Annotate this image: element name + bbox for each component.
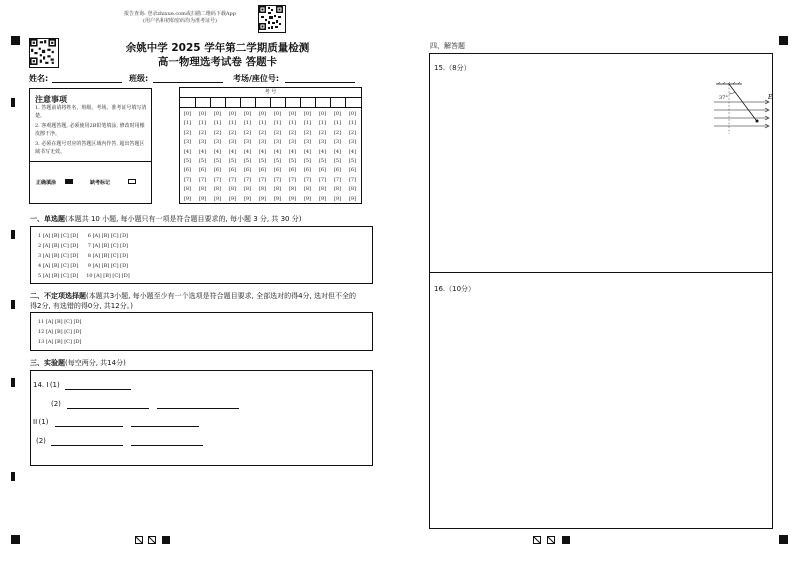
q15-diagram [708,82,774,138]
exam-number-bubble[interactable]: [7] [243,176,252,183]
exam-number-bubble[interactable]: [5] [183,158,192,165]
section2-title-rest: (本题共3小题, 每小题至少有一个选项是符合题目要求, 全部选对的得4分, 选对但不全的 [86,292,356,300]
report-notice-line1: 报告查询: 登录zhixue.com或扫描二维码下载App [124,11,236,17]
exam-number-bubble[interactable]: [0] [318,111,327,117]
multi-choice-row-13[interactable]: 13 [A] [B] [C] [D] [38,339,82,345]
exam-number-bubble[interactable]: [5] [288,158,297,165]
exam-number-bubble[interactable]: [6] [333,167,342,174]
exam-number-column [270,110,285,204]
q15-label: 15.（8分） [434,64,471,72]
exam-number-bubble[interactable]: [9] [288,195,297,202]
exam-number-column [240,110,255,204]
notes-box [29,88,152,204]
exam-number-bubble[interactable]: [4] [318,148,327,155]
section1-title-bold: 一、单选题 [30,215,65,223]
timing-mark [11,472,15,481]
exam-number-column [210,110,225,204]
exam-number-bubble[interactable]: [2] [213,129,222,136]
exam-number-bubble[interactable]: [5] [318,158,327,165]
exam-number-bubble[interactable]: [5] [273,158,282,165]
exam-number-bubble[interactable]: [4] [213,148,222,155]
exam-number-bubble[interactable]: [9] [333,195,342,202]
q14-ii-2-blank-a[interactable] [51,445,123,446]
exam-number-bubble[interactable]: [2] [333,129,342,136]
exam-number-bubble[interactable]: [2] [303,129,312,136]
q14-ii-2-label: (2) [36,437,46,445]
corner-mark-top-right [779,36,788,45]
exam-number-bubble[interactable]: [6] [243,167,252,174]
timing-mark [11,300,15,309]
exam-number-bubble[interactable]: [0] [243,111,252,117]
exam-number-bubble[interactable]: [3] [228,139,237,146]
q14-ii-1-label: II (1) [33,418,49,426]
choice-row-2[interactable]: 2 [A] [B] [C] [D] 7 [A] [B] [C] [D] [38,243,129,249]
corner-mark-top-left [11,36,20,45]
exam-number-bubble[interactable]: [7] [183,176,192,183]
exam-number-bubble[interactable]: [8] [198,186,207,193]
exam-number-bubble[interactable]: [1] [213,120,222,127]
exam-number-bubble[interactable]: [1] [258,120,267,127]
notes-heading: 注意事项 [35,95,67,104]
exam-number-bubble[interactable]: [0] [273,111,282,117]
exam-number-column [180,110,195,204]
exam-number-bubble[interactable]: [7] [303,176,312,183]
exam-number-bubble[interactable]: [1] [318,120,327,127]
exam-number-bubble[interactable]: [0] [288,111,297,117]
exam-number-bubble[interactable]: [1] [228,120,237,127]
exam-number-bubble[interactable]: [3] [333,139,342,146]
exam-number-bubble[interactable]: [5] [213,158,222,165]
exam-number-bubble[interactable]: [2] [198,129,207,136]
page-id-box [135,536,143,544]
exam-number-column [255,110,270,204]
exam-number-bubble[interactable]: [9] [318,195,327,202]
section1-answer-box [30,226,373,284]
exam-number-bubble[interactable]: [6] [318,167,327,174]
exam-number-bubble[interactable]: [6] [258,167,267,174]
exam-number-bubble[interactable]: [9] [183,195,192,202]
exam-number-bubble[interactable]: [8] [183,186,192,193]
exam-number-bubble[interactable]: [6] [288,167,297,174]
exam-number-bubble[interactable]: [6] [348,167,357,174]
sheet-title: 高一物理选考试卷 答题卡 [157,56,278,68]
exam-number-bubble[interactable]: [9] [303,195,312,202]
missing-mark-label: 缺考标记 [90,180,111,186]
section3-title-rest: (每空两分, 共14分) [65,359,126,367]
class-field[interactable] [153,82,223,83]
q14-i-2-blank-b[interactable] [157,408,239,409]
exam-number-bubble[interactable]: [7] [213,176,222,183]
timing-mark [11,378,15,387]
page-id-box [547,536,555,544]
exam-number-column [345,110,360,204]
exam-number-label: 考 号 [180,88,361,98]
correct-fill-label: 正确填涂 [36,180,57,186]
exam-number-bubble[interactable]: [9] [228,195,237,202]
exam-number-bubble[interactable]: [6] [273,167,282,174]
exam-number-bubble[interactable]: [8] [258,186,267,193]
exam-number-bubble[interactable]: [3] [183,139,192,146]
exam-number-column [315,110,330,204]
exam-number-bubble[interactable]: [9] [273,195,282,202]
exam-number-bubble[interactable]: [9] [258,195,267,202]
exam-number-bubble[interactable]: [8] [348,186,357,193]
exam-number-bubble[interactable]: [9] [213,195,222,202]
section4-divider [430,272,772,273]
exam-number-bubble[interactable]: [0] [198,111,207,117]
exam-number-bubble[interactable]: [5] [303,158,312,165]
exam-number-grid [179,87,362,204]
exam-number-bubble[interactable]: [7] [258,176,267,183]
exam-number-bubble[interactable]: [3] [348,139,357,146]
exam-number-bubble[interactable]: [5] [243,158,252,165]
exam-number-bubble[interactable]: [2] [228,129,237,136]
exam-number-bubble[interactable]: [8] [303,186,312,193]
exam-number-bubble[interactable]: [1] [303,120,312,127]
exam-number-bubble[interactable]: [2] [348,129,357,136]
exam-number-bubble[interactable]: [1] [348,120,357,127]
notes-item-2: 2. 客观题答题, 必须使用2B铅笔填涂, 修改时用橡皮擦干净。 [35,123,145,137]
missing-mark-checkbox[interactable] [128,179,136,184]
exam-number-bubble[interactable]: [4] [183,148,192,155]
exam-number-bubble[interactable]: [8] [288,186,297,193]
exam-number-bubble[interactable]: [1] [183,120,192,127]
exam-number-bubble[interactable]: [2] [273,129,282,136]
class-label: 班级: [129,74,149,83]
exam-title: 余姚中学 2025 学年第二学期质量检测 [125,42,310,54]
exam-number-column [195,110,210,204]
exam-number-bubble[interactable]: [5] [348,158,357,165]
exam-number-bubble[interactable]: [9] [348,195,357,202]
corner-mark-bottom-right [779,535,788,544]
exam-number-bubble[interactable]: [7] [333,176,342,183]
exam-number-bubble[interactable]: [8] [318,186,327,193]
section3-title-bold: 三、实验题 [30,359,65,367]
exam-number-bubble[interactable]: [3] [198,139,207,146]
exam-number-bubble[interactable]: [4] [198,148,207,155]
exam-number-bubble[interactable]: [9] [198,195,207,202]
exam-number-bubble[interactable]: [2] [288,129,297,136]
exam-number-bubble[interactable]: [3] [258,139,267,146]
section2-title-line2: 得2分, 有选错的得0分, 共12分。) [30,302,133,310]
q15-angle-label: 37° [719,95,728,101]
exam-number-bubble[interactable]: [0] [213,111,222,117]
exam-number-bubble[interactable]: [0] [183,111,192,117]
page-id-mark [162,536,170,544]
room-seat-label: 考场/座位号: [233,74,280,83]
exam-number-bubble[interactable]: [8] [243,186,252,193]
exam-number-bubble[interactable]: [8] [273,186,282,193]
exam-number-bubble[interactable]: [6] [228,167,237,174]
exam-number-bubble[interactable]: [2] [318,129,327,136]
section4-title: 四、解答题 [430,42,465,50]
notes-item-3: 3. 必须在题号对应的答题区域内作答, 超出答题区域书写无效。 [35,141,145,155]
choice-row-4[interactable]: 4 [A] [B] [C] [D] 9 [A] [B] [C] [D] [38,263,129,269]
section3-answer-box [30,370,373,466]
exam-number-bubble[interactable]: [4] [333,148,342,155]
section4-answer-box[interactable] [429,53,773,529]
exam-number-bubble[interactable]: [1] [243,120,252,127]
exam-number-bubble[interactable]: [6] [213,167,222,174]
exam-number-bubble[interactable]: [4] [303,148,312,155]
exam-number-bubble[interactable]: [8] [333,186,342,193]
exam-number-bubble[interactable]: [3] [318,139,327,146]
notes-item-1: 1. 答题前请将姓名、班级、考场、准考证号填写清楚。 [35,105,147,119]
timing-mark [11,230,15,239]
exam-number-bubble[interactable]: [7] [348,176,357,183]
exam-number-bubble[interactable]: [6] [303,167,312,174]
exam-number-bubble[interactable]: [3] [273,139,282,146]
exam-number-bubble[interactable]: [1] [198,120,207,127]
exam-number-bubble[interactable]: [7] [318,176,327,183]
app-qr-code [258,5,286,33]
exam-number-bubble[interactable]: [3] [288,139,297,146]
exam-number-bubble[interactable]: [6] [198,167,207,174]
exam-number-bubble[interactable]: [7] [273,176,282,183]
exam-number-bubble[interactable]: [5] [258,158,267,165]
q14-i-2-label: (2) [51,400,61,408]
section1-title [30,214,301,224]
exam-number-bubble[interactable]: [2] [258,129,267,136]
q15-field-label: E [768,94,773,101]
exam-number-bubble[interactable]: [0] [348,111,357,117]
exam-number-bubble[interactable]: [9] [243,195,252,202]
exam-number-bubble[interactable]: [5] [333,158,342,165]
exam-number-column [330,110,345,204]
choice-row-3[interactable]: 3 [A] [B] [C] [D] 8 [A] [B] [C] [D] [38,253,129,259]
exam-number-bubble[interactable]: [4] [258,148,267,155]
exam-number-bubble[interactable]: [7] [198,176,207,183]
exam-number-bubble[interactable]: [0] [303,111,312,117]
report-notice-line2: (用户名和初始密码均为准考证号) [143,18,217,24]
q14-ii-1-blank-b[interactable] [131,426,199,427]
exam-number-bubble[interactable]: [3] [303,139,312,146]
section1-title-rest: (本题共 10 小题, 每小题只有一项是符合题目要求的, 每小题 3 分, 共 30 分) [65,215,302,223]
exam-number-bubble[interactable]: [0] [228,111,237,117]
page-id-mark [562,536,570,544]
multi-choice-row-11[interactable]: 11 [A] [B] [C] [D] [38,319,82,325]
q14-i-2-blank-a[interactable] [67,408,149,409]
choice-row-5[interactable]: 5 [A] [B] [C] [D] 10 [A] [B] [C] [D] [38,273,130,279]
exam-number-bubble[interactable]: [8] [213,186,222,193]
exam-number-bubble[interactable]: [4] [228,148,237,155]
section2-answer-box [30,312,373,351]
exam-number-bubble[interactable]: [5] [228,158,237,165]
section3-title [30,358,126,368]
q14-ii-1-blank-a[interactable] [55,426,123,427]
q16-label: 16.（10分） [434,285,476,293]
exam-number-bubble[interactable]: [0] [258,111,267,117]
page-id-box [533,536,541,544]
name-field[interactable] [52,82,122,83]
exam-number-bubble[interactable]: [7] [228,176,237,183]
exam-number-bubble[interactable]: [3] [243,139,252,146]
exam-number-bubble[interactable]: [4] [273,148,282,155]
exam-number-column [300,110,315,204]
section2-title [30,291,356,301]
page-id-box [148,536,156,544]
q14-i-1-blank[interactable] [65,389,131,390]
exam-number-column [225,110,240,204]
exam-number-bubble[interactable]: [7] [288,176,297,183]
correct-fill-sample [65,179,73,184]
exam-number-column [285,110,300,204]
exam-number-bubble[interactable]: [1] [333,120,342,127]
q14-ii-2-blank-b[interactable] [131,445,203,446]
exam-number-bubble[interactable]: [1] [273,120,282,127]
notes-divider [30,161,151,162]
multi-choice-row-12[interactable]: 12 [A] [B] [C] [D] [38,329,82,335]
choice-row-1[interactable]: 1 [A] [B] [C] [D] 6 [A] [B] [C] [D] [38,233,129,239]
report-notice [110,11,250,25]
exam-number-bubble[interactable]: [4] [348,148,357,155]
sheet-qr-code [29,38,59,68]
exam-number-bubble[interactable]: [0] [333,111,342,117]
exam-number-bubble[interactable]: [2] [243,129,252,136]
q14-i-1-label: 14. I (1) [33,381,60,389]
exam-number-bubble[interactable]: [4] [288,148,297,155]
section2-title-bold: 二、不定项选择题 [30,292,86,300]
exam-number-bubble[interactable]: [5] [198,158,207,165]
exam-number-bubble[interactable]: [8] [228,186,237,193]
name-label: 姓名: [29,74,49,83]
exam-number-bubble[interactable]: [3] [213,139,222,146]
corner-mark-bottom-left [11,535,20,544]
exam-number-bubble[interactable]: [6] [183,167,192,174]
room-seat-field[interactable] [285,82,355,83]
exam-number-bubble[interactable]: [2] [183,129,192,136]
exam-number-bubble[interactable]: [4] [243,148,252,155]
exam-number-bubble[interactable]: [1] [288,120,297,127]
timing-mark [11,98,15,107]
